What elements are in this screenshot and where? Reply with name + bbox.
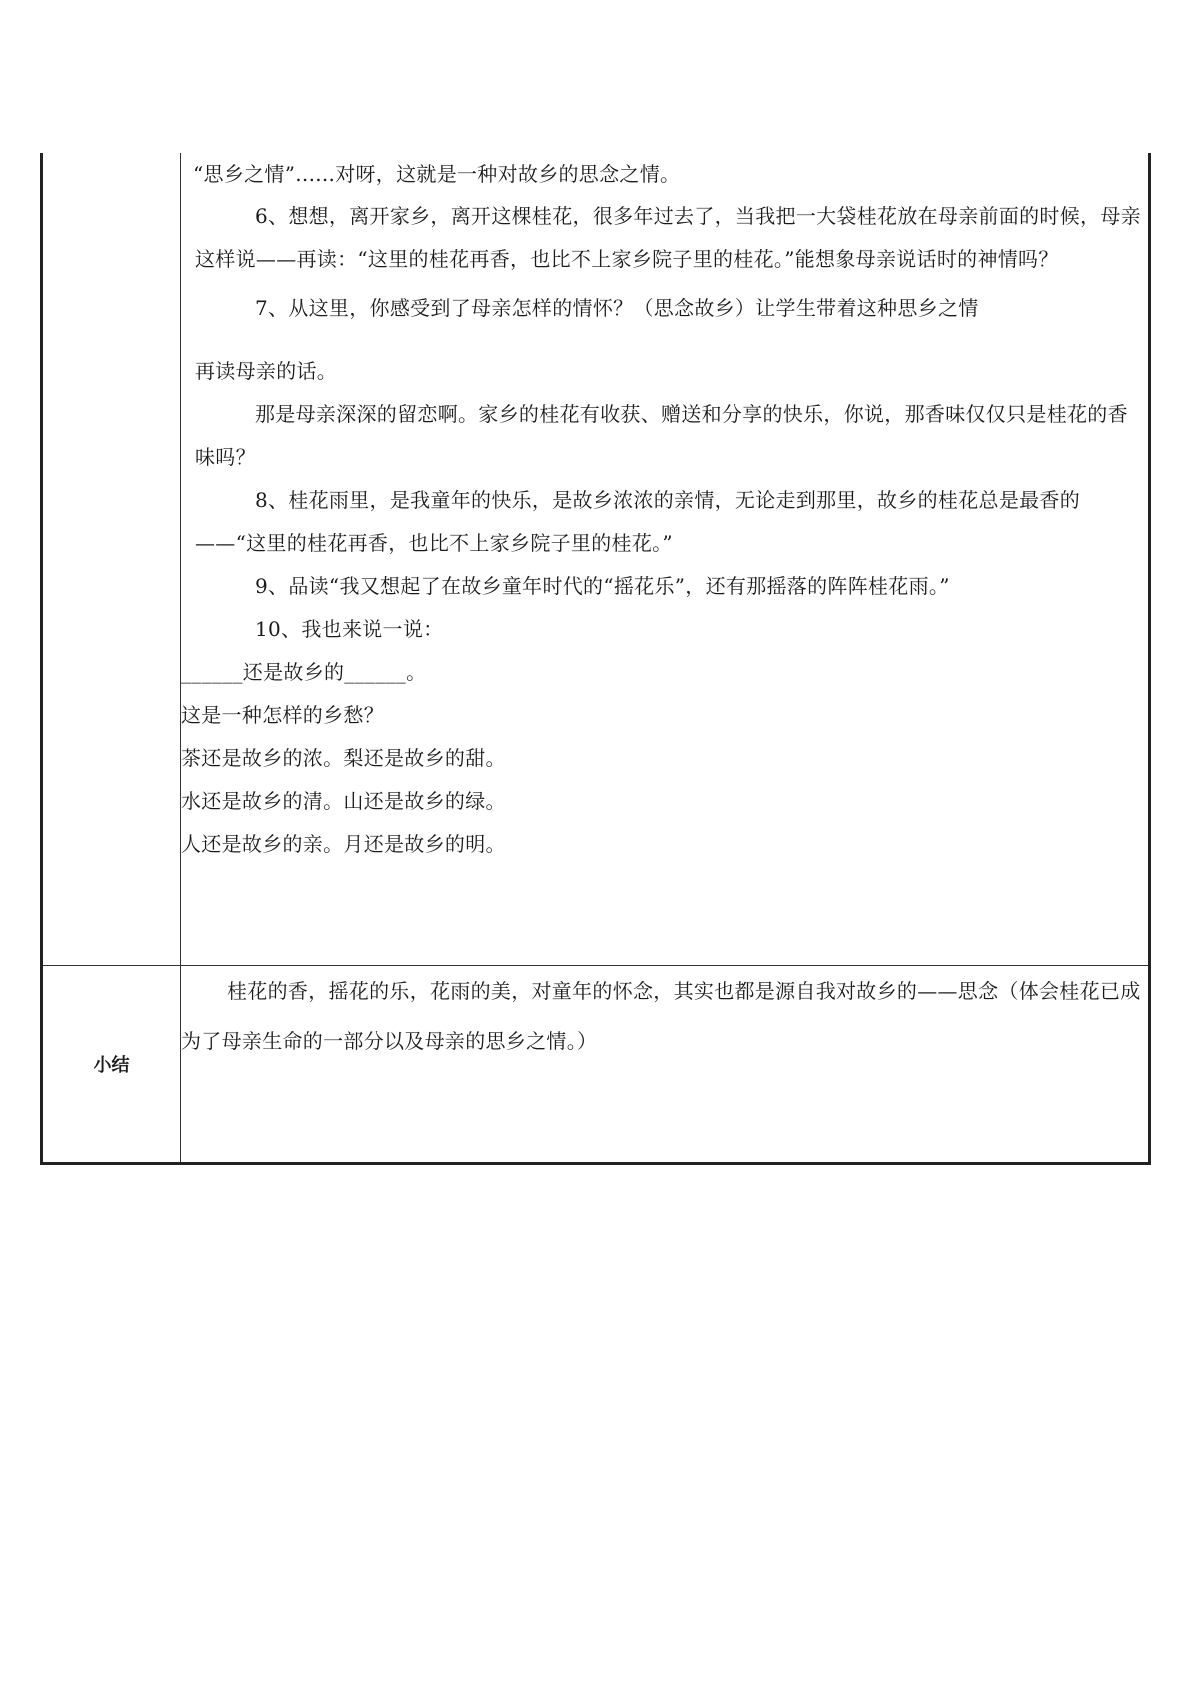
section-label-cell	[42, 153, 181, 965]
summary-row	[42, 965, 1150, 1163]
question-text: 7、从这里，你感受到了母亲怎样的情怀？	[255, 296, 634, 320]
content-paragraph: 这是一种怎样的乡愁？	[181, 703, 384, 727]
question-text: 再读母亲的话。	[195, 359, 338, 383]
content-paragraph	[195, 287, 1148, 393]
summary-text: 桂花的香，摇花的乐，花雨的美，对童年的怀念，其实也都是源自我对故乡的——思念（体会桂花已成为了母亲生命的一部分以及母亲的思乡之情。）	[181, 978, 1141, 1053]
content-paragraph: 9、品读“我又想起了在故乡童年时代的“摇花乐”，还有那摇落的阵阵桂花雨。”	[255, 574, 950, 598]
content-paragraph: “思乡之情”......对呀，这就是一种对故乡的思念之情。	[193, 162, 681, 186]
teaching-content-cell	[181, 153, 1150, 965]
content-paragraph: 8、桂花雨里，是我童年的快乐，是故乡浓浓的亲情，无论走到那里，故乡的桂花总是最香的——“这里的桂花再香，也比不上家乡院子里的桂花。”	[195, 488, 1081, 555]
content-paragraph: 茶还是故乡的浓。梨还是故乡的甜。	[181, 746, 506, 770]
summary-content-cell	[181, 965, 1150, 1163]
question-text: 让学生带着这种思乡之情	[755, 296, 979, 320]
content-paragraph: 人还是故乡的亲。月还是故乡的明。	[181, 832, 506, 856]
lesson-plan-table	[40, 153, 1151, 1165]
content-paragraph: 6、想想，离开家乡，离开这棵桂花，很多年过去了，当我把一大袋桂花放在母亲前面的时候，母亲这样说——再读：“这里的桂花再香，也比不上家乡院子里的桂花。”能想象母亲说话时的神情吗？	[195, 204, 1141, 271]
answer-marked: （思念故乡）	[633, 296, 756, 320]
content-paragraph: 那是母亲深深的留恋啊。家乡的桂花有收获、赠送和分享的快乐，你说，那香味仅仅只是桂花的香味吗？	[195, 402, 1128, 469]
content-paragraph: ______还是故乡的______。	[181, 660, 427, 684]
content-paragraph: 水还是故乡的清。山还是故乡的绿。	[181, 789, 506, 813]
summary-label: 小结	[42, 965, 181, 1163]
content-paragraph: 10、我也来说一说：	[255, 617, 444, 641]
teaching-process-row	[42, 153, 1150, 965]
